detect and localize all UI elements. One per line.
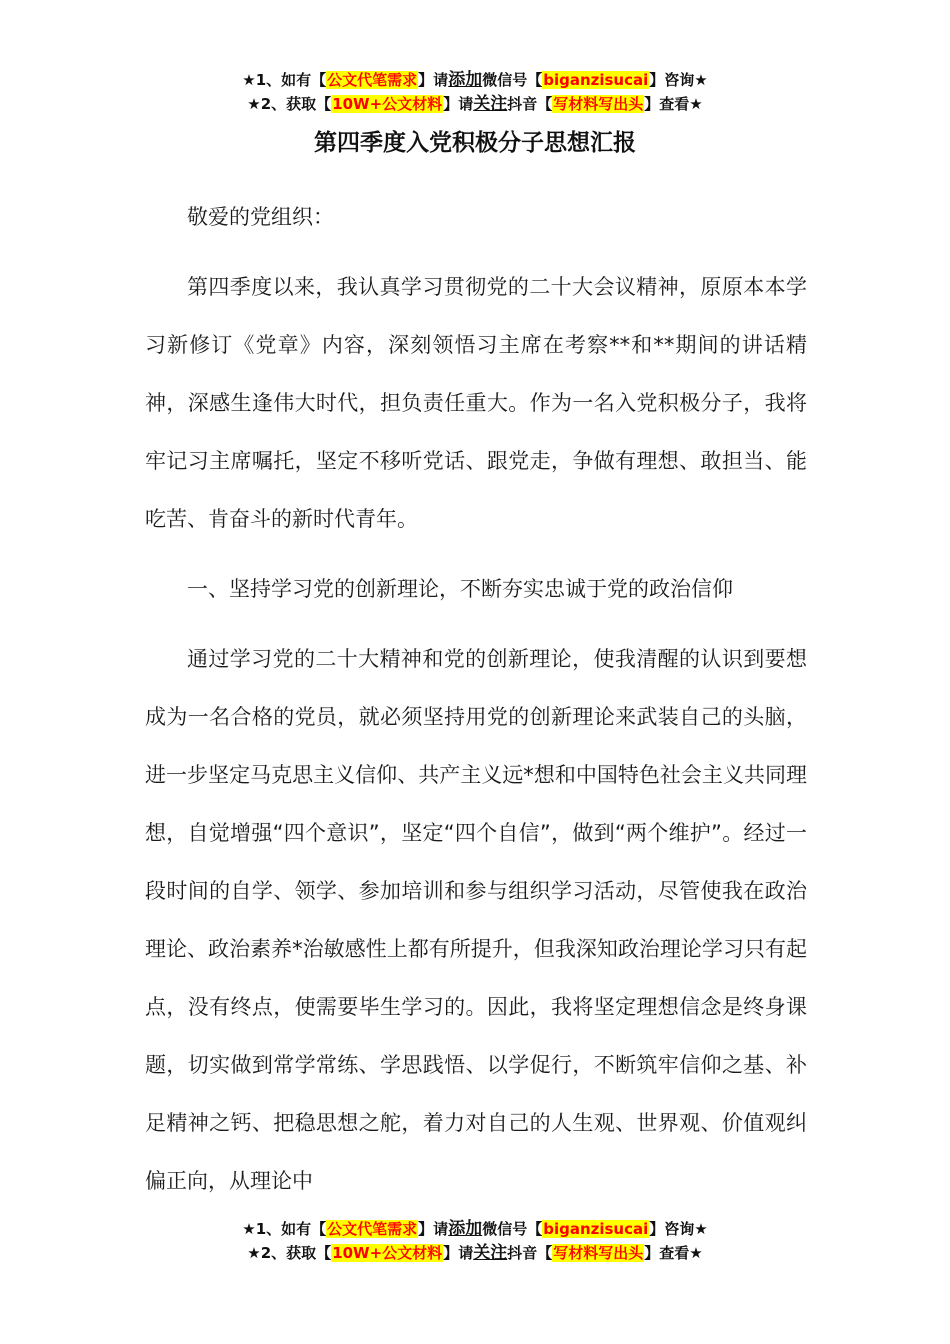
salutation: 敬爱的党组织： [187,205,334,229]
banner-line-2: ★2、获取【10W+公文材料】请关注抖音【写材料写出头】查看★ [247,1243,703,1263]
document-title: 第四季度入党积极分子思想汇报 [314,130,636,156]
banner-line-1: ★1、如有【公文代笔需求】请添加微信号【biganzisucai】咨询★ [242,1219,708,1239]
footer-banner [0,1217,950,1265]
paragraph-1: 第四季度以来，我认真学习贯彻党的二十大会议精神，原原本本学习新修订《党章》内容，深刻领悟习主席在考察**和**期间的讲话精神，深感生逢伟大时代，担负责任重大。作为一名入党积极分子，我将牢记习主席嘱托，坚定不移听党话、跟党走，争做有理想、敢担当、能吃苦、肯奋斗的新时代青年。 [145,275,807,531]
banner-line-2: ★2、获取【10W+公文材料】请关注抖音【写材料写出头】查看★ [247,94,703,114]
highlight-wechat-id: biganzisucai [543,1220,649,1238]
highlight-ghostwriting: 公文代笔需求 [327,1220,418,1238]
highlight-ghostwriting: 公文代笔需求 [327,71,418,89]
highlight-materials: 10W+公文材料 [332,95,443,113]
banner-line-1: ★1、如有【公文代笔需求】请添加微信号【biganzisucai】咨询★ [242,70,708,90]
paragraph-2: 通过学习党的二十大精神和党的创新理论，使我清醒的认识到要想成为一名合格的党员，就必须坚持用党的创新理论来武装自己的头脑，进一步坚定马克思主义信仰、共产主义远*想和中国特色社会主义共同理想，自觉增强“四个意识”，坚定“四个自信”，做到“两个维护”。经过一段时间的自学、领学、参加培训和参与组织学习活动，尽管使我在政治理论、政治素养*治敏感性上都有所提升，但我深知政治理论学习只有起点，没有终点，使需要毕生学习的。因此，我将坚定理想信念是终身课题，切实做到常学常练、学思践悟、以学促行，不断筑牢信仰之基、补足精神之钙、把稳思想之舵，着力对自己的人生观、世界观、价值观纠偏正向，从理论中 [145,647,807,1193]
underlined-follow: 关注 [473,1243,508,1263]
underlined-add: 添加 [448,70,483,90]
underlined-follow: 关注 [473,94,508,114]
highlight-materials: 10W+公文材料 [332,1244,443,1262]
document-body [145,188,807,1210]
highlight-douyin-id: 写材料写出头 [553,1244,644,1262]
section-heading-1: 一、坚持学习党的创新理论，不断夯实忠诚于党的政治信仰 [187,577,733,601]
header-banner [0,68,950,116]
underlined-add: 添加 [448,1219,483,1239]
highlight-wechat-id: biganzisucai [543,71,649,89]
highlight-douyin-id: 写材料写出头 [553,95,644,113]
